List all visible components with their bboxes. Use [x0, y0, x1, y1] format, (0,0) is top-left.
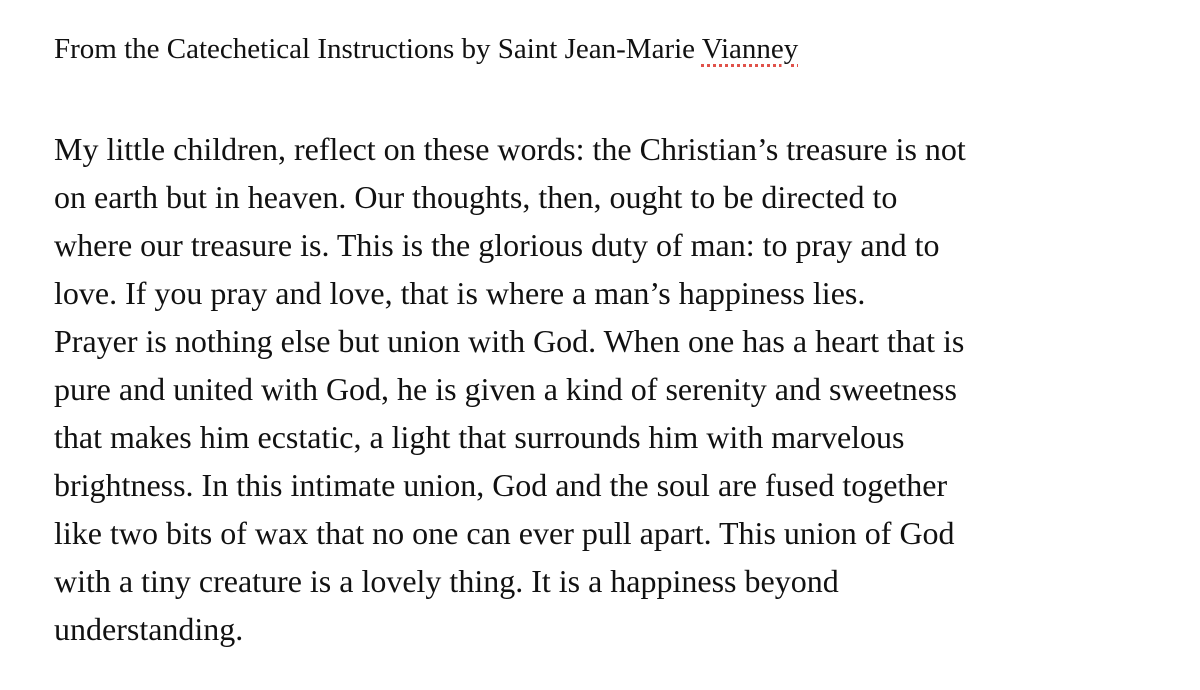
- body-line: that makes him ecstatic, a light that surrounds him with marvelous: [54, 419, 905, 455]
- body-line: with a tiny creature is a lovely thing. It is a happiness beyond: [54, 563, 839, 599]
- body-line: love. If you pray and love, that is where a man’s happiness lies.: [54, 275, 866, 311]
- document-body: [54, 125, 1174, 653]
- body-line: Prayer is nothing else but union with God. When one has a heart that is: [54, 323, 965, 359]
- body-line: brightness. In this intimate union, God and the soul are fused together: [54, 467, 948, 503]
- spellcheck-flagged-word[interactable]: Vianney: [701, 33, 799, 65]
- heading-text: From the Catechetical Instructions by Saint Jean-Marie: [54, 33, 702, 65]
- body-line: My little children, reflect on these words: the Christian’s treasure is not: [54, 131, 966, 167]
- body-line: on earth but in heaven. Our thoughts, then, ought to be directed to: [54, 179, 898, 215]
- document-heading: [54, 30, 1174, 68]
- body-line: understanding.: [54, 611, 244, 647]
- body-line: where our treasure is. This is the glorious duty of man: to pray and to: [54, 227, 940, 263]
- body-line: like two bits of wax that no one can ever pull apart. This union of God: [54, 515, 955, 551]
- body-line: pure and united with God, he is given a kind of serenity and sweetness: [54, 371, 957, 407]
- document-page[interactable]: [54, 30, 1174, 653]
